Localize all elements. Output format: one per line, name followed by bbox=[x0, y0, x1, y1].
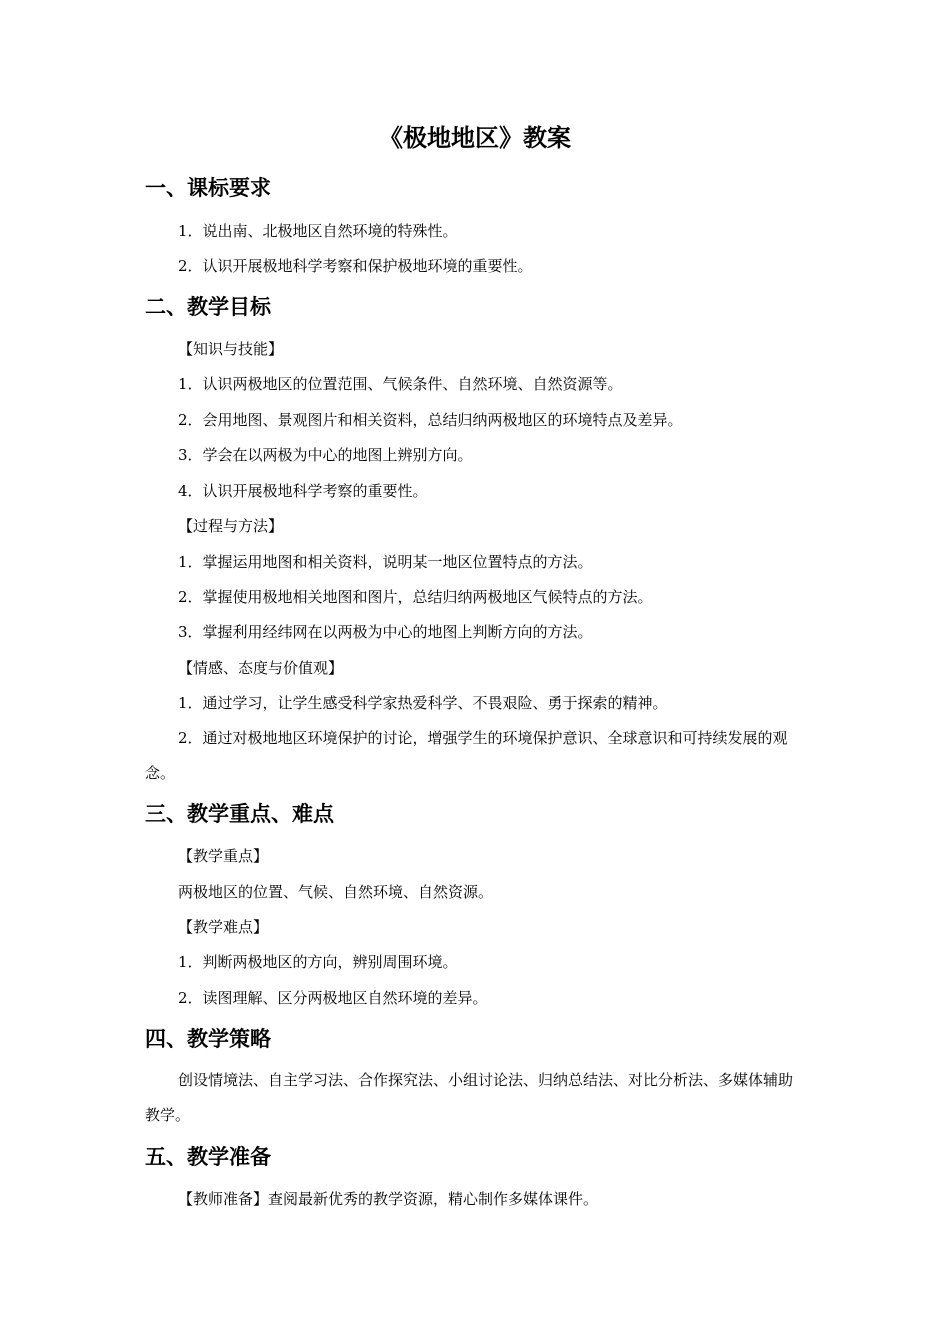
subsection-label: 【知识与技能】 bbox=[178, 340, 284, 358]
paragraph: 创设情境法、自主学习法、合作探究法、小组讨论法、归纳总结法、对比分析法、多媒体辅助教学。 bbox=[145, 1071, 794, 1124]
paragraph: 2．认识开展极地科学考察和保护极地环境的重要性。 bbox=[178, 257, 533, 275]
paragraph: 1．说出南、北极地区自然环境的特殊性。 bbox=[178, 222, 458, 240]
section-heading-preparation: 五、教学准备 bbox=[145, 1144, 271, 1169]
section-heading-strategy: 四、教学策略 bbox=[145, 1026, 271, 1051]
section-heading-objectives: 二、教学目标 bbox=[145, 294, 271, 319]
subsection-label: 【过程与方法】 bbox=[178, 517, 284, 535]
paragraph: 1．掌握运用地图和相关资料，说明某一地区位置特点的方法。 bbox=[178, 553, 593, 571]
paragraph: 1．判断两极地区的方向，辨别周围环境。 bbox=[178, 953, 458, 971]
section-heading-key-points: 三、教学重点、难点 bbox=[145, 801, 334, 826]
subsection-label: 【教学难点】 bbox=[178, 918, 269, 936]
paragraph: 1．通过学习，让学生感受科学家热爱科学、不畏艰险、勇于探索的精神。 bbox=[178, 694, 668, 712]
paragraph: 4．认识开展极地科学考察的重要性。 bbox=[178, 482, 428, 500]
paragraph: 2．读图理解、区分两极地区自然环境的差异。 bbox=[178, 989, 488, 1007]
paragraph: 2．通过对极地地区环境保护的讨论，增强学生的环境保护意识、全球意识和可持续发展的观念。 bbox=[145, 729, 788, 782]
section-heading-standards: 一、课标要求 bbox=[145, 175, 271, 200]
subsection-label: 【情感、态度与价值观】 bbox=[178, 659, 344, 677]
document-title: 《极地地区》教案 bbox=[379, 123, 571, 152]
paragraph: 2．会用地图、景观图片和相关资料，总结归纳两极地区的环境特点及差异。 bbox=[178, 411, 683, 429]
paragraph: 1．认识两极地区的位置范围、气候条件、自然环境、自然资源等。 bbox=[178, 375, 623, 393]
paragraph: 两极地区的位置、气候、自然环境、自然资源。 bbox=[178, 883, 494, 901]
paragraph: 3．掌握利用经纬网在以两极为中心的地图上判断方向的方法。 bbox=[178, 623, 593, 641]
paragraph: 2．掌握使用极地相关地图和图片，总结归纳两极地区气候特点的方法。 bbox=[178, 588, 653, 606]
paragraph: 【教师准备】查阅最新优秀的教学资源，精心制作多媒体课件。 bbox=[178, 1190, 599, 1208]
subsection-label: 【教学重点】 bbox=[178, 847, 269, 865]
paragraph: 3．学会在以两极为中心的地图上辨别方向。 bbox=[178, 446, 473, 464]
